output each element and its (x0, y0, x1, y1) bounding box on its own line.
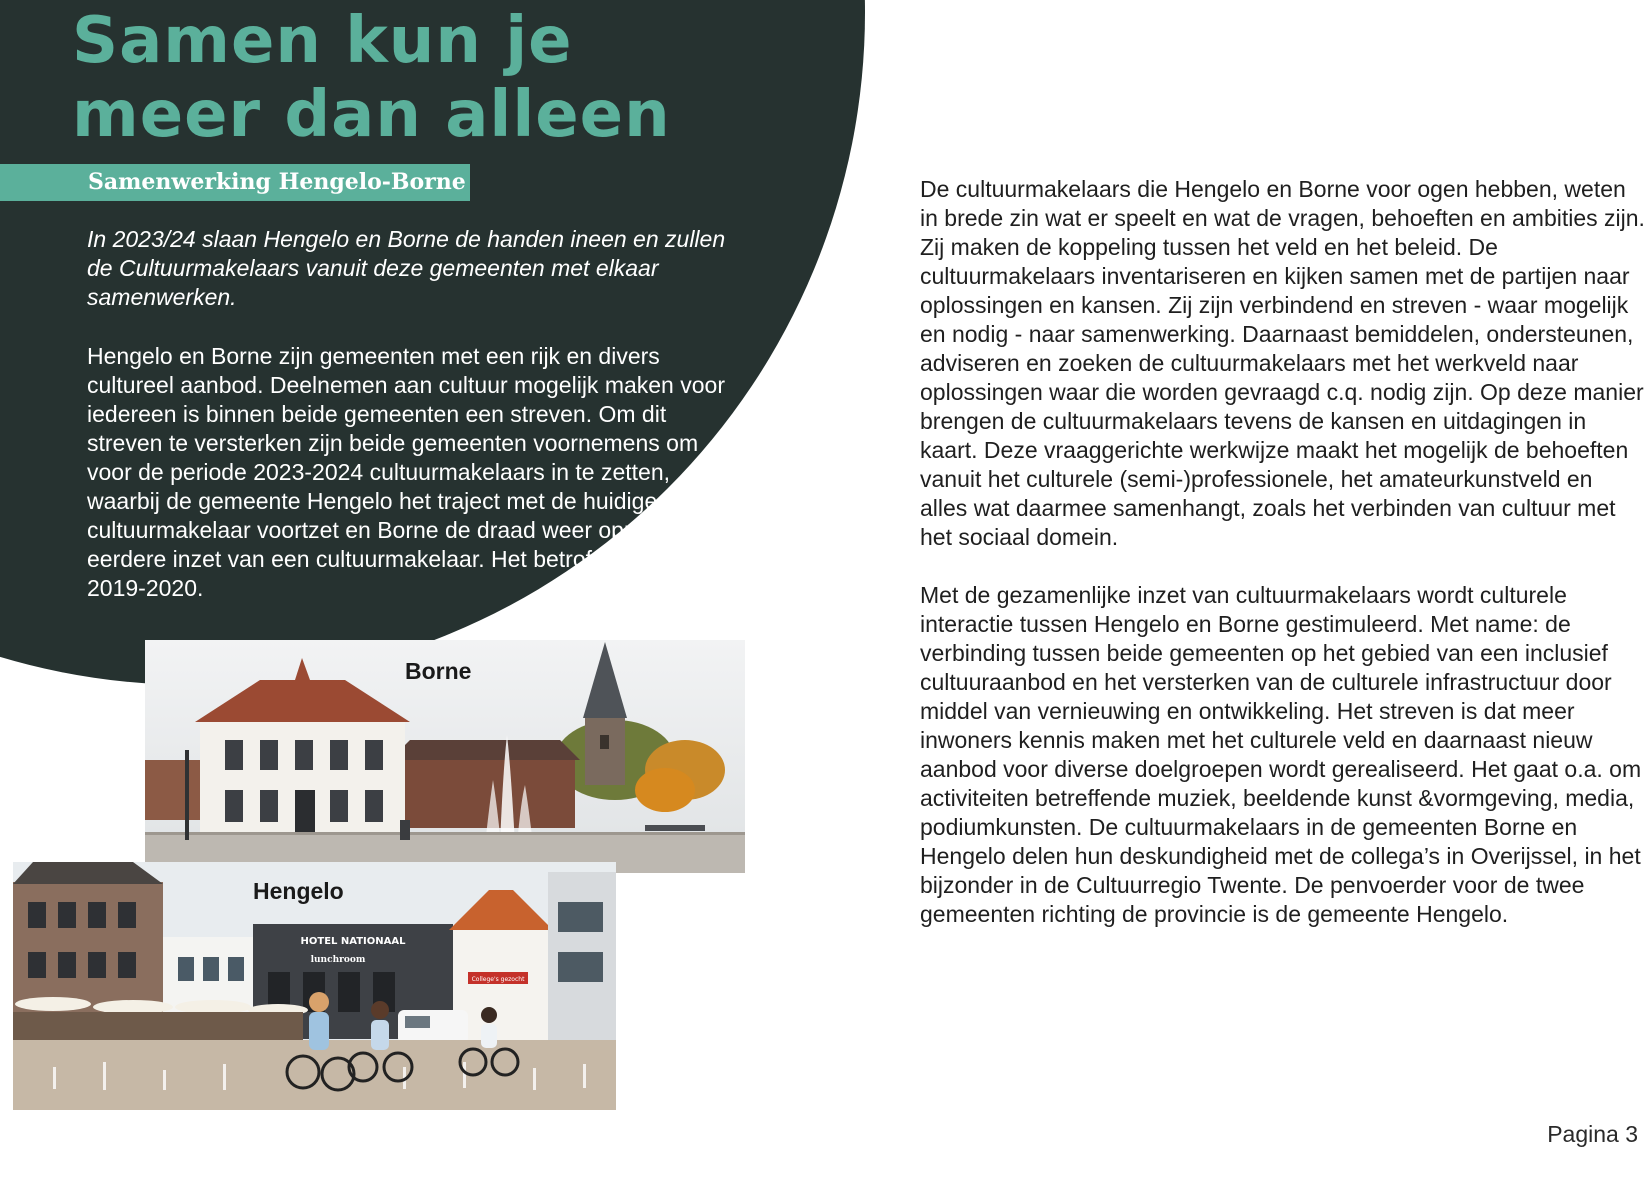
hengelo-photo (13, 862, 616, 1110)
hengelo-photo-label: Hengelo (253, 878, 344, 904)
borne-photo-label: Borne (405, 658, 472, 684)
title-line-1: Samen kun je (72, 4, 573, 78)
section-subtitle: Samenwerking Hengelo-Borne (88, 169, 466, 195)
right-paragraph-2: Met de gezamenlijke inzet van cultuurmakelaars wordt culturele interactie tussen Hengelo en Borne gestimuleerd. Met name: de verbinding tussen beide gemeenten op het gebied van een inclusief cultuuraanbod en het versterken van de culturele infrastructuur door middel van vernieuwing en ontwikkeling. Het streven is dat meer inwoners kennis maken met het culturele veld en daarnaast nieuw aanbod voor diverse doelgroepen wordt gerealiseerd. Het gaat o.a. om activiteiten betreffende muziek, beeldende kunst &vormgeving, media, podiumkunsten. De cultuurmakelaars in de gemeenten Borne en Hengelo delen hun deskundigheid met de collega’s in Overijssel, in het bijzonder in de Cultuurregio Twente. De penvoerder voor de twee gemeenten richting de provincie is de gemeente Hengelo. (920, 582, 1642, 927)
left-body-paragraph: Hengelo en Borne zijn gemeenten met een rijk en divers cultureel aanbod. Deelnemen aan cultuur mogelijk maken voor iedereen is binnen beide gemeenten een streven. Om dit streven te versterken zijn beide gemeenten voornemens om voor de periode 2023-2024 cultuurmakelaars in te zetten, waarbij de gemeente Hengelo het traject met de huidige cultuurmakelaar voortzet en Borne de draad weer oppakt van de eerdere inzet van een cultuurmakelaar. Het betrof de periode 2019-2020. (87, 343, 743, 601)
intro-paragraph: In 2023/24 slaan Hengelo en Borne de handen ineen en zullen de Cultuurmakelaars vanuit deze gemeenten met elkaar samenwerken. (87, 226, 726, 310)
lunchroom-sign-text: lunchroom (310, 955, 366, 965)
page-title (72, 4, 671, 152)
hotel-sign-text: HOTEL NATIONAAL (300, 936, 406, 947)
page-number: Pagina 3 (1547, 1121, 1638, 1147)
borne-photo (145, 640, 745, 873)
right-paragraph-1: De cultuurmakelaars die Hengelo en Borne voor ogen hebben, weten in brede zin wat er speelt en wat de vragen, behoeften en ambities zijn. Zij maken de koppeling tussen het veld en het beleid. De cultuurmakelaars inventariseren en kijken samen met de partijen naar oplossingen en kansen. Zij zijn verbindend en streven - waar mogelijk en nodig - naar samenwerking. Daarnaast bemiddelen, ondersteunen, adviseren en zoeken de cultuurmakelaars met het werkveld naar oplossingen waar die worden gevraagd c.q. nodig zijn. Op deze manier brengen de cultuurmakelaars tevens de kansen en uitdagingen in kaart. Deze vraaggerichte werkwijze maakt het mogelijk de behoeften vanuit het culturele (semi-)professionele, het amateurkunstveld en alles wat daarmee samenhangt, zoals het verbinden van cultuur met het sociaal domein. (920, 176, 1645, 550)
right-column (920, 175, 1645, 958)
title-line-2: meer dan alleen (72, 78, 671, 152)
shop-sign-text: College's gezocht (471, 976, 525, 983)
